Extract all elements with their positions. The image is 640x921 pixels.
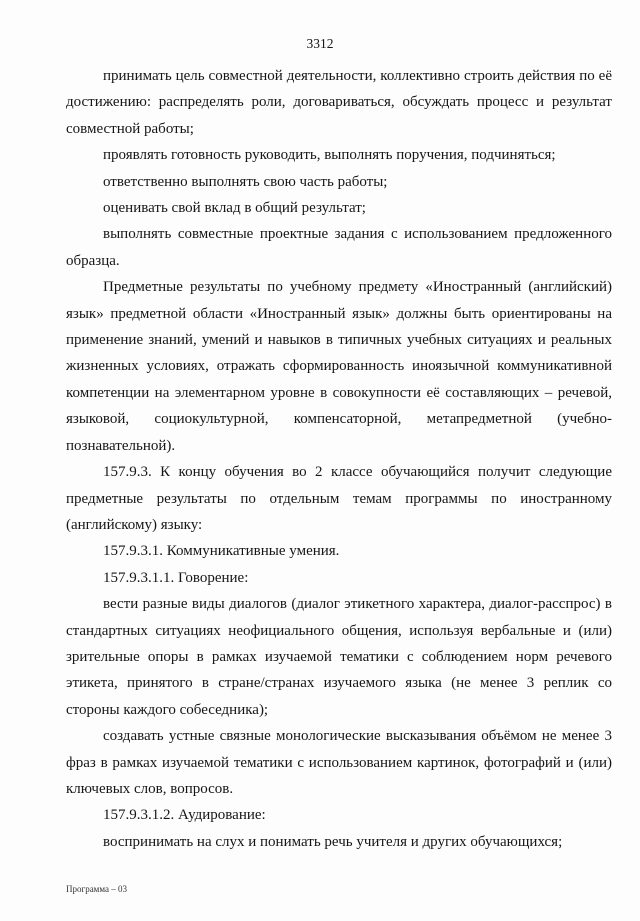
paragraph: ответственно выполнять свою часть работы; <box>103 173 388 190</box>
paragraph: вести разные виды диалогов (диалог этикетного характера, диалог-расспрос) в стандартных ситуациях неофициального общения, используя вербальные и (или) зрительные опоры в рамках изучаемой тематики с соблюдением норм речевого этикета, принятого в стране/странах изучаемого языка (не менее 3 реплик со стороны каждого собеседника); <box>66 596 612 718</box>
section-heading: 157.9.3.1. Коммуникативные умения. <box>103 543 340 560</box>
paragraph: создавать устные связные монологические высказывания объёмом не менее 3 фраз в рамках изучаемой тематики с использованием картинок, фотографий и (или) ключевых слов, вопросов. <box>66 728 612 797</box>
body-text <box>66 63 612 855</box>
paragraph: выполнять совместные проектные задания с использованием предложенного образца. <box>66 226 612 269</box>
paragraph: воспринимать на слух и понимать речь учителя и других обучающихся; <box>103 833 563 850</box>
paragraph: оценивать свой вклад в общий результат; <box>103 200 366 217</box>
section-heading: 157.9.3.1.2. Аудирование: <box>103 807 266 824</box>
paragraph: проявлять готовность руководить, выполнять поручения, подчиняться; <box>103 147 556 164</box>
paragraph: 157.9.3. К концу обучения во 2 классе обучающийся получит следующие предметные результаты по отдельным темам программы по иностранному (английскому) языку: <box>66 464 612 533</box>
paragraph: Предметные результаты по учебному предмету «Иностранный (английский) язык» предметной области «Иностранный язык» должны быть ориентированы на применение знаний, умений и навыков в типичных учебных ситуациях и реальных жизненных условиях, отражать сформированность иноязычной коммуникативной компетенции на элементарном уровне в совокупности её составляющих – речевой, языковой, социокультурной, компенсаторной, метапредметной (учебно-познавательной). <box>66 279 612 454</box>
paragraph: принимать цель совместной деятельности, коллективно строить действия по её достижению: распределять роли, договариваться, обсуждать процесс и результат совместной работы; <box>66 68 612 137</box>
section-heading: 157.9.3.1.1. Говорение: <box>103 569 249 586</box>
page-number: 3312 <box>306 36 334 51</box>
footer-note: Программа – 03 <box>66 884 128 894</box>
